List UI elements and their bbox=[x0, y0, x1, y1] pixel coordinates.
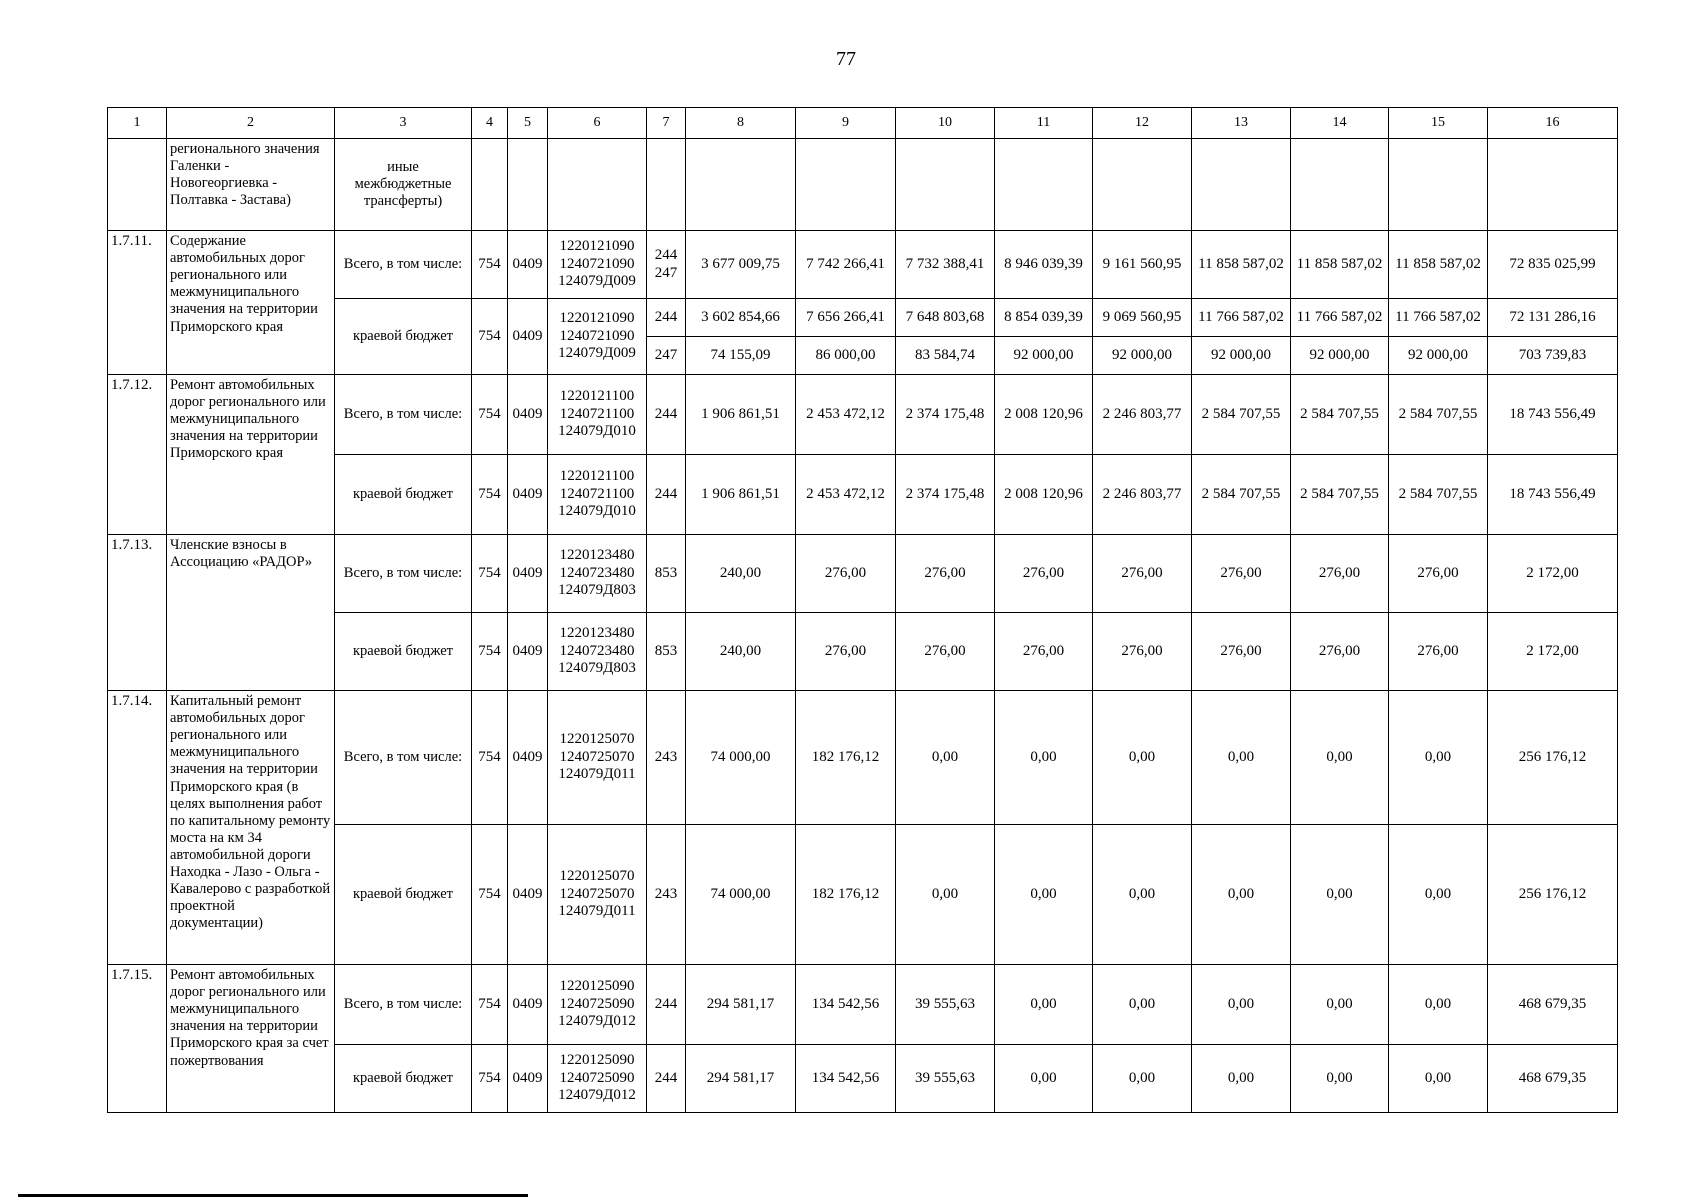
budget-codes bbox=[548, 299, 647, 375]
year-value: 276,00 bbox=[995, 613, 1093, 691]
header-cell: 5 bbox=[508, 108, 548, 139]
year-value: 0,00 bbox=[995, 691, 1093, 825]
year-value: 0,00 bbox=[1093, 1045, 1192, 1113]
year-value: 7 732 388,41 bbox=[896, 231, 995, 299]
year-value: 92 000,00 bbox=[1093, 337, 1192, 375]
year-value: 134 542,56 bbox=[796, 1045, 896, 1113]
item-number: 1.7.15. bbox=[108, 965, 167, 1113]
funding-source: иные межбюджетные трансферты) bbox=[335, 139, 472, 231]
expense-type-code: 244 bbox=[647, 965, 686, 1045]
header-cell: 12 bbox=[1093, 108, 1192, 139]
funding-source: Всего, в том числе: bbox=[335, 535, 472, 613]
section-code: 0409 bbox=[508, 375, 548, 455]
total-value: 468 679,35 bbox=[1488, 1045, 1618, 1113]
budget-codes bbox=[548, 455, 647, 535]
year-value: 2 246 803,77 bbox=[1093, 455, 1192, 535]
year-value: 294 581,17 bbox=[686, 965, 796, 1045]
budget-code: 1240725070 bbox=[559, 885, 635, 902]
year-value: 11 766 587,02 bbox=[1389, 299, 1488, 337]
year-value: 276,00 bbox=[1389, 535, 1488, 613]
budget-table bbox=[107, 107, 1618, 1113]
header-cell: 7 bbox=[647, 108, 686, 139]
year-value: 39 555,63 bbox=[896, 965, 995, 1045]
header-cell: 2 bbox=[167, 108, 335, 139]
budget-codes bbox=[548, 1045, 647, 1113]
expense-type-code: 853 bbox=[647, 535, 686, 613]
year-value: 11 766 587,02 bbox=[1192, 299, 1291, 337]
budget-code: 1240721090 bbox=[559, 255, 635, 272]
header-cell: 9 bbox=[796, 108, 896, 139]
year-value: 86 000,00 bbox=[796, 337, 896, 375]
grbs-code: 754 bbox=[472, 965, 508, 1045]
year-value: 0,00 bbox=[1291, 1045, 1389, 1113]
year-value: 3 677 009,75 bbox=[686, 231, 796, 299]
grbs-code: 754 bbox=[472, 375, 508, 455]
budget-code: 1240721090 bbox=[559, 327, 635, 344]
budget-code: 1220125090 bbox=[559, 977, 635, 994]
budget-codes bbox=[548, 691, 647, 825]
year-value: 276,00 bbox=[995, 535, 1093, 613]
item-description: Капитальный ремонт автомобильных дорог регионального или межмуниципального значения на территории Приморского края (в целях выполнения работ по капитальному ремонту моста на км 34 автомобильной дороги Находка - Лазо - Ольга - Кавалерово с разработкой проектной документации) bbox=[167, 691, 335, 965]
year-value: 0,00 bbox=[896, 825, 995, 965]
year-value: 276,00 bbox=[1192, 613, 1291, 691]
table-row bbox=[108, 299, 1618, 337]
expense-type-code: 243 bbox=[647, 825, 686, 965]
funding-source: Всего, в том числе: bbox=[335, 231, 472, 299]
table-body bbox=[108, 108, 1618, 1113]
year-value: 83 584,74 bbox=[896, 337, 995, 375]
funding-source: краевой бюджет bbox=[335, 455, 472, 535]
empty-cell bbox=[1093, 139, 1192, 231]
year-value: 0,00 bbox=[1389, 1045, 1488, 1113]
footer-rule bbox=[18, 1194, 528, 1197]
expense-type-code: 244 247 bbox=[647, 231, 686, 299]
grbs-code: 754 bbox=[472, 613, 508, 691]
funding-source: краевой бюджет bbox=[335, 299, 472, 375]
budget-code: 1220121090 bbox=[559, 237, 635, 254]
year-value: 2 584 707,55 bbox=[1389, 375, 1488, 455]
year-value: 92 000,00 bbox=[995, 337, 1093, 375]
empty-cell bbox=[1488, 139, 1618, 231]
year-value: 276,00 bbox=[1093, 535, 1192, 613]
grbs-code: 754 bbox=[472, 1045, 508, 1113]
budget-codes bbox=[548, 231, 647, 299]
year-value: 2 374 175,48 bbox=[896, 455, 995, 535]
year-value: 0,00 bbox=[1291, 825, 1389, 965]
budget-code: 1220125070 bbox=[559, 867, 635, 884]
year-value: 11 858 587,02 bbox=[1389, 231, 1488, 299]
year-value: 240,00 bbox=[686, 613, 796, 691]
year-value: 276,00 bbox=[1291, 535, 1389, 613]
item-description: регионального значения Галенки - Новогеоргиевка - Полтавка - Застава) bbox=[167, 139, 335, 231]
year-value: 39 555,63 bbox=[896, 1045, 995, 1113]
empty-cell bbox=[796, 139, 896, 231]
empty-cell bbox=[995, 139, 1093, 231]
header-cell: 1 bbox=[108, 108, 167, 139]
year-value: 9 069 560,95 bbox=[1093, 299, 1192, 337]
budget-code: 1220121100 bbox=[559, 387, 635, 404]
year-value: 11 858 587,02 bbox=[1291, 231, 1389, 299]
funding-source: краевой бюджет bbox=[335, 613, 472, 691]
empty-cell bbox=[896, 139, 995, 231]
year-value: 0,00 bbox=[1192, 1045, 1291, 1113]
budget-code: 1240721100 bbox=[559, 485, 635, 502]
year-value: 92 000,00 bbox=[1389, 337, 1488, 375]
year-value: 0,00 bbox=[1389, 825, 1488, 965]
expense-type-code: 247 bbox=[647, 337, 686, 375]
total-value: 18 743 556,49 bbox=[1488, 455, 1618, 535]
budget-code: 1240725090 bbox=[559, 995, 635, 1012]
total-value: 703 739,83 bbox=[1488, 337, 1618, 375]
budget-code: 124079Д803 bbox=[558, 582, 636, 599]
continuation-row bbox=[108, 139, 1618, 231]
grbs-code: 754 bbox=[472, 535, 508, 613]
year-value: 294 581,17 bbox=[686, 1045, 796, 1113]
year-value: 2 246 803,77 bbox=[1093, 375, 1192, 455]
budget-code: 124079Д009 bbox=[558, 345, 636, 362]
budget-codes bbox=[548, 375, 647, 455]
year-value: 74 000,00 bbox=[686, 825, 796, 965]
year-value: 2 584 707,55 bbox=[1291, 455, 1389, 535]
year-value: 2 584 707,55 bbox=[1291, 375, 1389, 455]
year-value: 0,00 bbox=[1093, 691, 1192, 825]
grbs-code: 754 bbox=[472, 299, 508, 375]
year-value: 0,00 bbox=[1389, 965, 1488, 1045]
section-code: 0409 bbox=[508, 1045, 548, 1113]
total-value: 18 743 556,49 bbox=[1488, 375, 1618, 455]
expense-type-code: 853 bbox=[647, 613, 686, 691]
budget-code: 124079Д010 bbox=[558, 503, 636, 520]
section-code: 0409 bbox=[508, 613, 548, 691]
budget-codes bbox=[548, 965, 647, 1045]
year-value: 2 008 120,96 bbox=[995, 375, 1093, 455]
year-value: 2 584 707,55 bbox=[1192, 375, 1291, 455]
budget-code: 1220121100 bbox=[559, 467, 635, 484]
year-value: 1 906 861,51 bbox=[686, 375, 796, 455]
total-value: 468 679,35 bbox=[1488, 965, 1618, 1045]
item-description: Членские взносы в Ассоциацию «РАДОР» bbox=[167, 535, 335, 691]
section-code: 0409 bbox=[508, 691, 548, 825]
funding-source: краевой бюджет bbox=[335, 825, 472, 965]
item-number: 1.7.13. bbox=[108, 535, 167, 691]
grbs-code: 754 bbox=[472, 455, 508, 535]
grbs-code: 754 bbox=[472, 691, 508, 825]
year-value: 2 453 472,12 bbox=[796, 455, 896, 535]
year-value: 276,00 bbox=[1093, 613, 1192, 691]
page-number: 77 bbox=[836, 48, 856, 70]
year-value: 276,00 bbox=[1291, 613, 1389, 691]
year-value: 2 374 175,48 bbox=[896, 375, 995, 455]
year-value: 276,00 bbox=[896, 535, 995, 613]
budget-code: 124079Д009 bbox=[558, 273, 636, 290]
year-value: 11 766 587,02 bbox=[1291, 299, 1389, 337]
budget-code: 124079Д803 bbox=[558, 660, 636, 677]
year-value: 0,00 bbox=[995, 965, 1093, 1045]
item-description: Содержание автомобильных дорог регионального или межмуниципального значения на территории Приморского края bbox=[167, 231, 335, 375]
budget-code: 124079Д012 bbox=[558, 1013, 636, 1030]
section-code: 0409 bbox=[508, 965, 548, 1045]
expense-type-code: 243 bbox=[647, 691, 686, 825]
year-value: 2 453 472,12 bbox=[796, 375, 896, 455]
year-value: 74 000,00 bbox=[686, 691, 796, 825]
budget-code: 1240723480 bbox=[559, 564, 635, 581]
year-value: 1 906 861,51 bbox=[686, 455, 796, 535]
table-row bbox=[108, 231, 1618, 299]
year-value: 276,00 bbox=[1389, 613, 1488, 691]
table-row bbox=[108, 535, 1618, 613]
header-cell: 14 bbox=[1291, 108, 1389, 139]
budget-codes bbox=[548, 825, 647, 965]
year-value: 7 742 266,41 bbox=[796, 231, 896, 299]
budget-codes bbox=[548, 535, 647, 613]
total-value: 2 172,00 bbox=[1488, 613, 1618, 691]
header-cell: 11 bbox=[995, 108, 1093, 139]
budget-code: 124079Д012 bbox=[558, 1087, 636, 1104]
year-value: 92 000,00 bbox=[1291, 337, 1389, 375]
budget-code: 1240725070 bbox=[559, 748, 635, 765]
budget-code: 124079Д011 bbox=[558, 766, 636, 783]
table-row bbox=[108, 825, 1618, 965]
expense-type-code: 244 bbox=[647, 455, 686, 535]
year-value: 0,00 bbox=[1291, 965, 1389, 1045]
year-value: 3 602 854,66 bbox=[686, 299, 796, 337]
total-value: 256 176,12 bbox=[1488, 691, 1618, 825]
total-value: 2 172,00 bbox=[1488, 535, 1618, 613]
budget-code: 1240725090 bbox=[559, 1069, 635, 1086]
budget-codes bbox=[548, 613, 647, 691]
section-code: 0409 bbox=[508, 535, 548, 613]
empty-cell bbox=[1291, 139, 1389, 231]
year-value: 11 858 587,02 bbox=[1192, 231, 1291, 299]
funding-source: Всего, в том числе: bbox=[335, 375, 472, 455]
grbs-code: 754 bbox=[472, 825, 508, 965]
header-cell: 4 bbox=[472, 108, 508, 139]
year-value: 0,00 bbox=[896, 691, 995, 825]
year-value: 276,00 bbox=[896, 613, 995, 691]
budget-code: 1220125070 bbox=[559, 730, 635, 747]
empty-cell bbox=[647, 139, 686, 231]
funding-source: краевой бюджет bbox=[335, 1045, 472, 1113]
grbs-code: 754 bbox=[472, 231, 508, 299]
column-number-header bbox=[108, 108, 1618, 139]
year-value: 240,00 bbox=[686, 535, 796, 613]
table-row bbox=[108, 375, 1618, 455]
expense-type-code: 244 bbox=[647, 375, 686, 455]
item-number: 1.7.14. bbox=[108, 691, 167, 965]
year-value: 0,00 bbox=[1389, 691, 1488, 825]
budget-code: 124079Д010 bbox=[558, 423, 636, 440]
year-value: 0,00 bbox=[1192, 691, 1291, 825]
header-cell: 10 bbox=[896, 108, 995, 139]
year-value: 182 176,12 bbox=[796, 691, 896, 825]
year-value: 134 542,56 bbox=[796, 965, 896, 1045]
year-value: 8 946 039,39 bbox=[995, 231, 1093, 299]
header-cell: 6 bbox=[548, 108, 647, 139]
empty-cell bbox=[508, 139, 548, 231]
year-value: 8 854 039,39 bbox=[995, 299, 1093, 337]
header-cell: 13 bbox=[1192, 108, 1291, 139]
empty-cell bbox=[1192, 139, 1291, 231]
empty-cell bbox=[686, 139, 796, 231]
budget-code: 1220125090 bbox=[559, 1051, 635, 1068]
header-cell: 3 bbox=[335, 108, 472, 139]
header-cell: 8 bbox=[686, 108, 796, 139]
empty-cell bbox=[472, 139, 508, 231]
year-value: 7 648 803,68 bbox=[896, 299, 995, 337]
year-value: 276,00 bbox=[796, 613, 896, 691]
budget-code: 1220121090 bbox=[559, 309, 635, 326]
item-number: 1.7.11. bbox=[108, 231, 167, 375]
year-value: 0,00 bbox=[1192, 965, 1291, 1045]
empty-cell bbox=[1389, 139, 1488, 231]
year-value: 0,00 bbox=[995, 1045, 1093, 1113]
table-row bbox=[108, 1045, 1618, 1113]
year-value: 276,00 bbox=[1192, 535, 1291, 613]
item-description: Ремонт автомобильных дорог регионального или межмуниципального значения на территории Приморского края bbox=[167, 375, 335, 535]
year-value: 0,00 bbox=[1093, 825, 1192, 965]
header-cell: 15 bbox=[1389, 108, 1488, 139]
year-value: 7 656 266,41 bbox=[796, 299, 896, 337]
year-value: 9 161 560,95 bbox=[1093, 231, 1192, 299]
section-code: 0409 bbox=[508, 825, 548, 965]
budget-code: 1240723480 bbox=[559, 642, 635, 659]
total-value: 256 176,12 bbox=[1488, 825, 1618, 965]
table-row bbox=[108, 613, 1618, 691]
funding-source: Всего, в том числе: bbox=[335, 965, 472, 1045]
year-value: 182 176,12 bbox=[796, 825, 896, 965]
funding-source: Всего, в том числе: bbox=[335, 691, 472, 825]
expense-type-code: 244 bbox=[647, 1045, 686, 1113]
item-number: 1.7.12. bbox=[108, 375, 167, 535]
section-code: 0409 bbox=[508, 299, 548, 375]
header-cell: 16 bbox=[1488, 108, 1618, 139]
section-code: 0409 bbox=[508, 231, 548, 299]
expense-type-code: 244 bbox=[647, 299, 686, 337]
budget-code: 124079Д011 bbox=[558, 903, 636, 920]
year-value: 0,00 bbox=[1093, 965, 1192, 1045]
budget-code: 1220123480 bbox=[559, 546, 635, 563]
item-description: Ремонт автомобильных дорог регионального или межмуниципального значения на территории Приморского края за счет пожертвования bbox=[167, 965, 335, 1113]
year-value: 0,00 bbox=[1192, 825, 1291, 965]
total-value: 72 131 286,16 bbox=[1488, 299, 1618, 337]
table-row bbox=[108, 691, 1618, 825]
year-value: 92 000,00 bbox=[1192, 337, 1291, 375]
empty-cell bbox=[548, 139, 647, 231]
year-value: 0,00 bbox=[995, 825, 1093, 965]
budget-code: 1240721100 bbox=[559, 405, 635, 422]
year-value: 74 155,09 bbox=[686, 337, 796, 375]
year-value: 0,00 bbox=[1291, 691, 1389, 825]
section-code: 0409 bbox=[508, 455, 548, 535]
table-row bbox=[108, 455, 1618, 535]
budget-code: 1220123480 bbox=[559, 624, 635, 641]
item-number bbox=[108, 139, 167, 231]
year-value: 276,00 bbox=[796, 535, 896, 613]
year-value: 2 584 707,55 bbox=[1389, 455, 1488, 535]
year-value: 2 584 707,55 bbox=[1192, 455, 1291, 535]
total-value: 72 835 025,99 bbox=[1488, 231, 1618, 299]
table-row bbox=[108, 965, 1618, 1045]
year-value: 2 008 120,96 bbox=[995, 455, 1093, 535]
